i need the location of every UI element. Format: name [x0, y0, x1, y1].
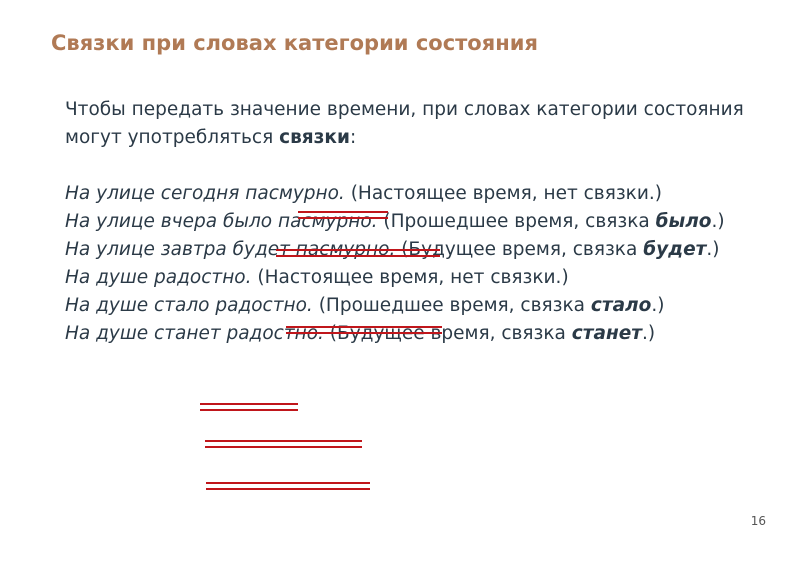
example-note-end: .)	[642, 323, 656, 344]
example-note-end: .)	[711, 211, 725, 232]
example-sentence: На душе радостно.	[65, 267, 252, 288]
example-note: (Будущее время, связка	[323, 323, 572, 344]
intro-keyword: связки	[279, 127, 350, 148]
example-note-end: .)	[706, 239, 720, 260]
example-sentence: На улице сегодня пасмурно.	[65, 183, 345, 204]
example-link-word: будет	[643, 239, 707, 260]
example-note-end: .)	[651, 295, 665, 316]
slide-title: Связки при словах категории состояния	[51, 31, 538, 55]
example-note: (Будущее время, связка	[395, 239, 644, 260]
example-link-word: было	[655, 211, 712, 232]
example-note: (Настоящее время, нет связки.)	[251, 267, 569, 288]
example-note: (Прошедшее время, связка	[377, 211, 656, 232]
example-note: (Прошедшее время, связка	[312, 295, 591, 316]
example-sentence: На душе стало радостно.	[65, 295, 313, 316]
intro-text-end: :	[349, 127, 357, 148]
example-sentence: На душе станет радостно.	[65, 323, 324, 344]
intro-text: Чтобы передать значение времени, при словах категории состояния могут употребляться	[65, 99, 744, 148]
example-link-word: стало	[590, 295, 652, 316]
page-number: 16	[750, 514, 766, 528]
example-sentence: На улице завтра будет пасмурно.	[65, 239, 396, 260]
example-note: (Настоящее время, нет связки.)	[344, 183, 662, 204]
example-sentence: На улице вчера было пасмурно.	[65, 211, 378, 232]
example-link-word: станет	[571, 323, 643, 344]
